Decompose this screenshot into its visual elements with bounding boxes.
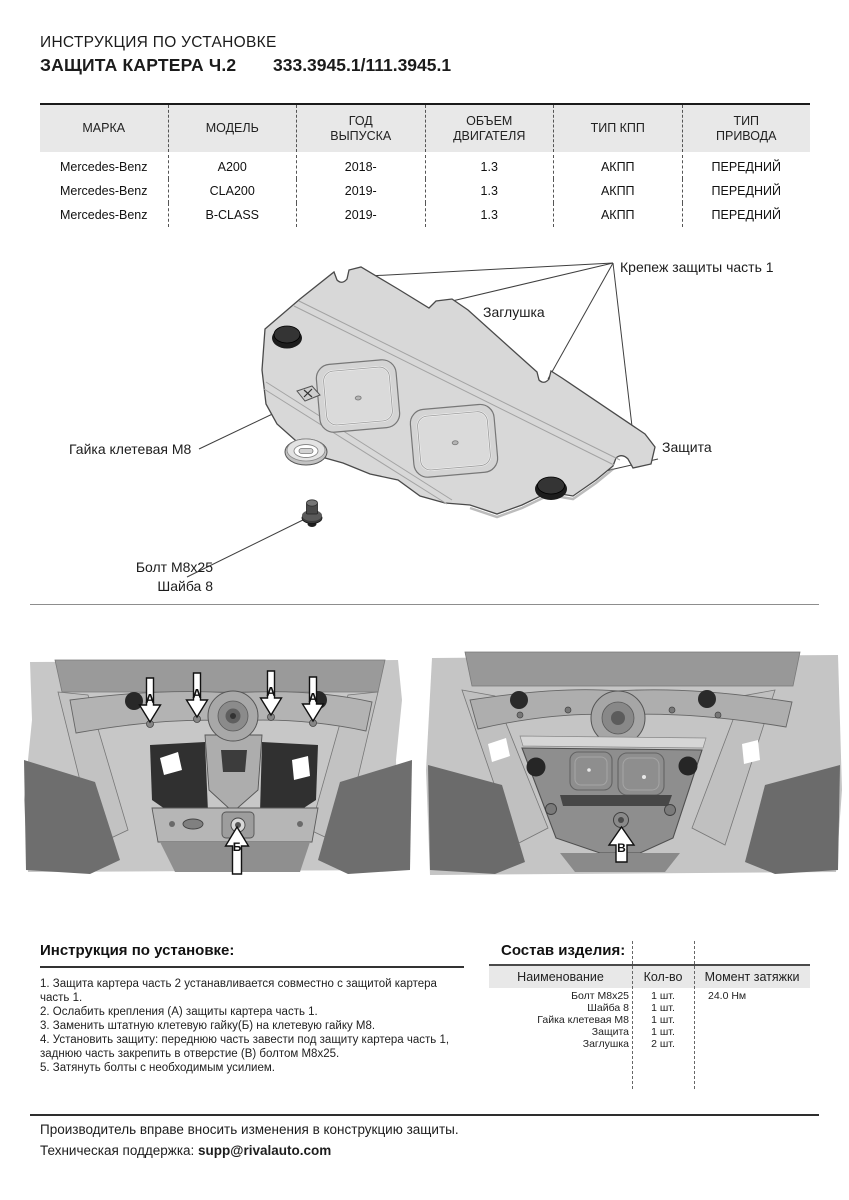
vehicle-table-header — [40, 105, 810, 152]
marker-v-letter: В — [617, 841, 626, 855]
step-5: 5. Затянуть болты с необходимым усилием. — [40, 1062, 275, 1074]
label-clip-nut: Гайка клетевая М8 — [69, 441, 192, 457]
label-bolt-washer — [118, 558, 213, 596]
plug-top-left — [272, 326, 302, 349]
svg-text:А: А — [145, 691, 155, 706]
label-washer: Шайба 8 — [157, 578, 213, 594]
parts-row: Заглушка 2 шт. — [582, 1038, 675, 1050]
footer-divider — [30, 1114, 819, 1116]
col-model: МОДЕЛЬ — [168, 105, 297, 152]
step-3: 3. Заменить штатную клетевую гайку(Б) на клетевую гайку М8. — [40, 1020, 376, 1032]
parts-col-qty: Кол-во — [643, 970, 683, 984]
instructions-heading: Инструкция по установке: — [40, 942, 235, 959]
col-engine: ОБЪЕМ ДВИГАТЕЛЯ — [425, 105, 554, 152]
recess-left — [315, 359, 401, 434]
footer-disclaimer: Производитель вправе вносить изменения в конструкцию защиты. — [40, 1122, 459, 1137]
footer-support — [40, 1143, 331, 1158]
heading-underline — [40, 966, 464, 968]
support-label: Техническая поддержка: — [40, 1143, 199, 1158]
parts-col-torque: Момент затяжки — [704, 970, 800, 984]
parts-table-divider-1 — [632, 941, 633, 1089]
instruction-steps — [40, 977, 464, 1075]
vehicle-table — [40, 103, 810, 227]
oval-hole — [285, 439, 327, 465]
col-year: ГОД ВЫПУСКА — [296, 105, 425, 152]
label-bolt: Болт М8х25 — [135, 559, 213, 575]
document-title: ИНСТРУКЦИЯ ПО УСТАНОВКЕ — [40, 34, 277, 51]
col-drive: ТИП ПРИВОДА — [682, 105, 811, 152]
table-row: Mercedes-Benz CLA200 2019- 1.3 АКПП ПЕРЕДНИЙ — [40, 179, 810, 203]
product-name: ЗАЩИТА КАРТЕРА Ч.2 — [40, 55, 237, 75]
svg-text:А: А — [266, 684, 276, 699]
step-4: 4. Установить защиту: переднюю часть завести под защиту картера часть 1, заднюю часть закрепить в отверстие (В) болтом М8х25. — [40, 1034, 450, 1060]
table-row: Mercedes-Benz B-CLASS 2019- 1.3 АКПП ПЕРЕДНИЙ — [40, 203, 810, 227]
step-1: 1. Защита картера часть 2 устанавливается совместно с защитой картера часть 1. — [40, 978, 437, 1004]
col-gearbox: ТИП КПП — [553, 105, 682, 152]
svg-text:А: А — [308, 690, 318, 705]
plug-bottom-right — [535, 477, 567, 500]
parts-row: Защита 1 шт. — [591, 1026, 675, 1038]
parts-row: Гайка клетевая М8 1 шт. — [537, 1014, 675, 1026]
installation-instructions — [40, 942, 464, 1075]
parts-col-name: Наименование — [517, 970, 604, 984]
label-plug: Заглушка — [483, 304, 545, 320]
shield-diagram — [187, 263, 658, 577]
label-shield: Защита — [662, 439, 712, 455]
marker-b-letter: Б — [232, 840, 242, 854]
part-numbers: 333.3945.1/111.3945.1 — [273, 55, 452, 75]
svg-text:А: А — [192, 686, 202, 701]
bolt-washer — [302, 500, 322, 527]
col-brand: МАРКА — [82, 121, 126, 135]
parts-table-header — [489, 966, 810, 988]
section-divider — [30, 604, 819, 605]
support-email[interactable]: supp@rivalauto.com — [198, 1143, 332, 1158]
label-fastener-part1: Крепеж защиты часть 1 — [620, 259, 774, 275]
parts-table-divider-2 — [694, 941, 695, 1089]
vehicle-table-body — [40, 152, 810, 227]
step-2: 2. Ослабить крепления (А) защиты картера часть 1. — [40, 1006, 318, 1018]
parts-heading: Состав изделия: — [501, 942, 626, 959]
photo-after-install — [426, 652, 842, 875]
photo-before-install — [24, 660, 412, 874]
recess-right — [409, 403, 499, 478]
parts-row: Шайба 8 1 шт. — [587, 1002, 675, 1014]
parts-row: Болт М8х25 1 шт. 24.0 Нм — [571, 990, 747, 1002]
parts-table-body — [489, 990, 810, 1050]
table-row: Mercedes-Benz A200 2018- 1.3 АКПП ПЕРЕДНИЙ — [40, 155, 810, 179]
